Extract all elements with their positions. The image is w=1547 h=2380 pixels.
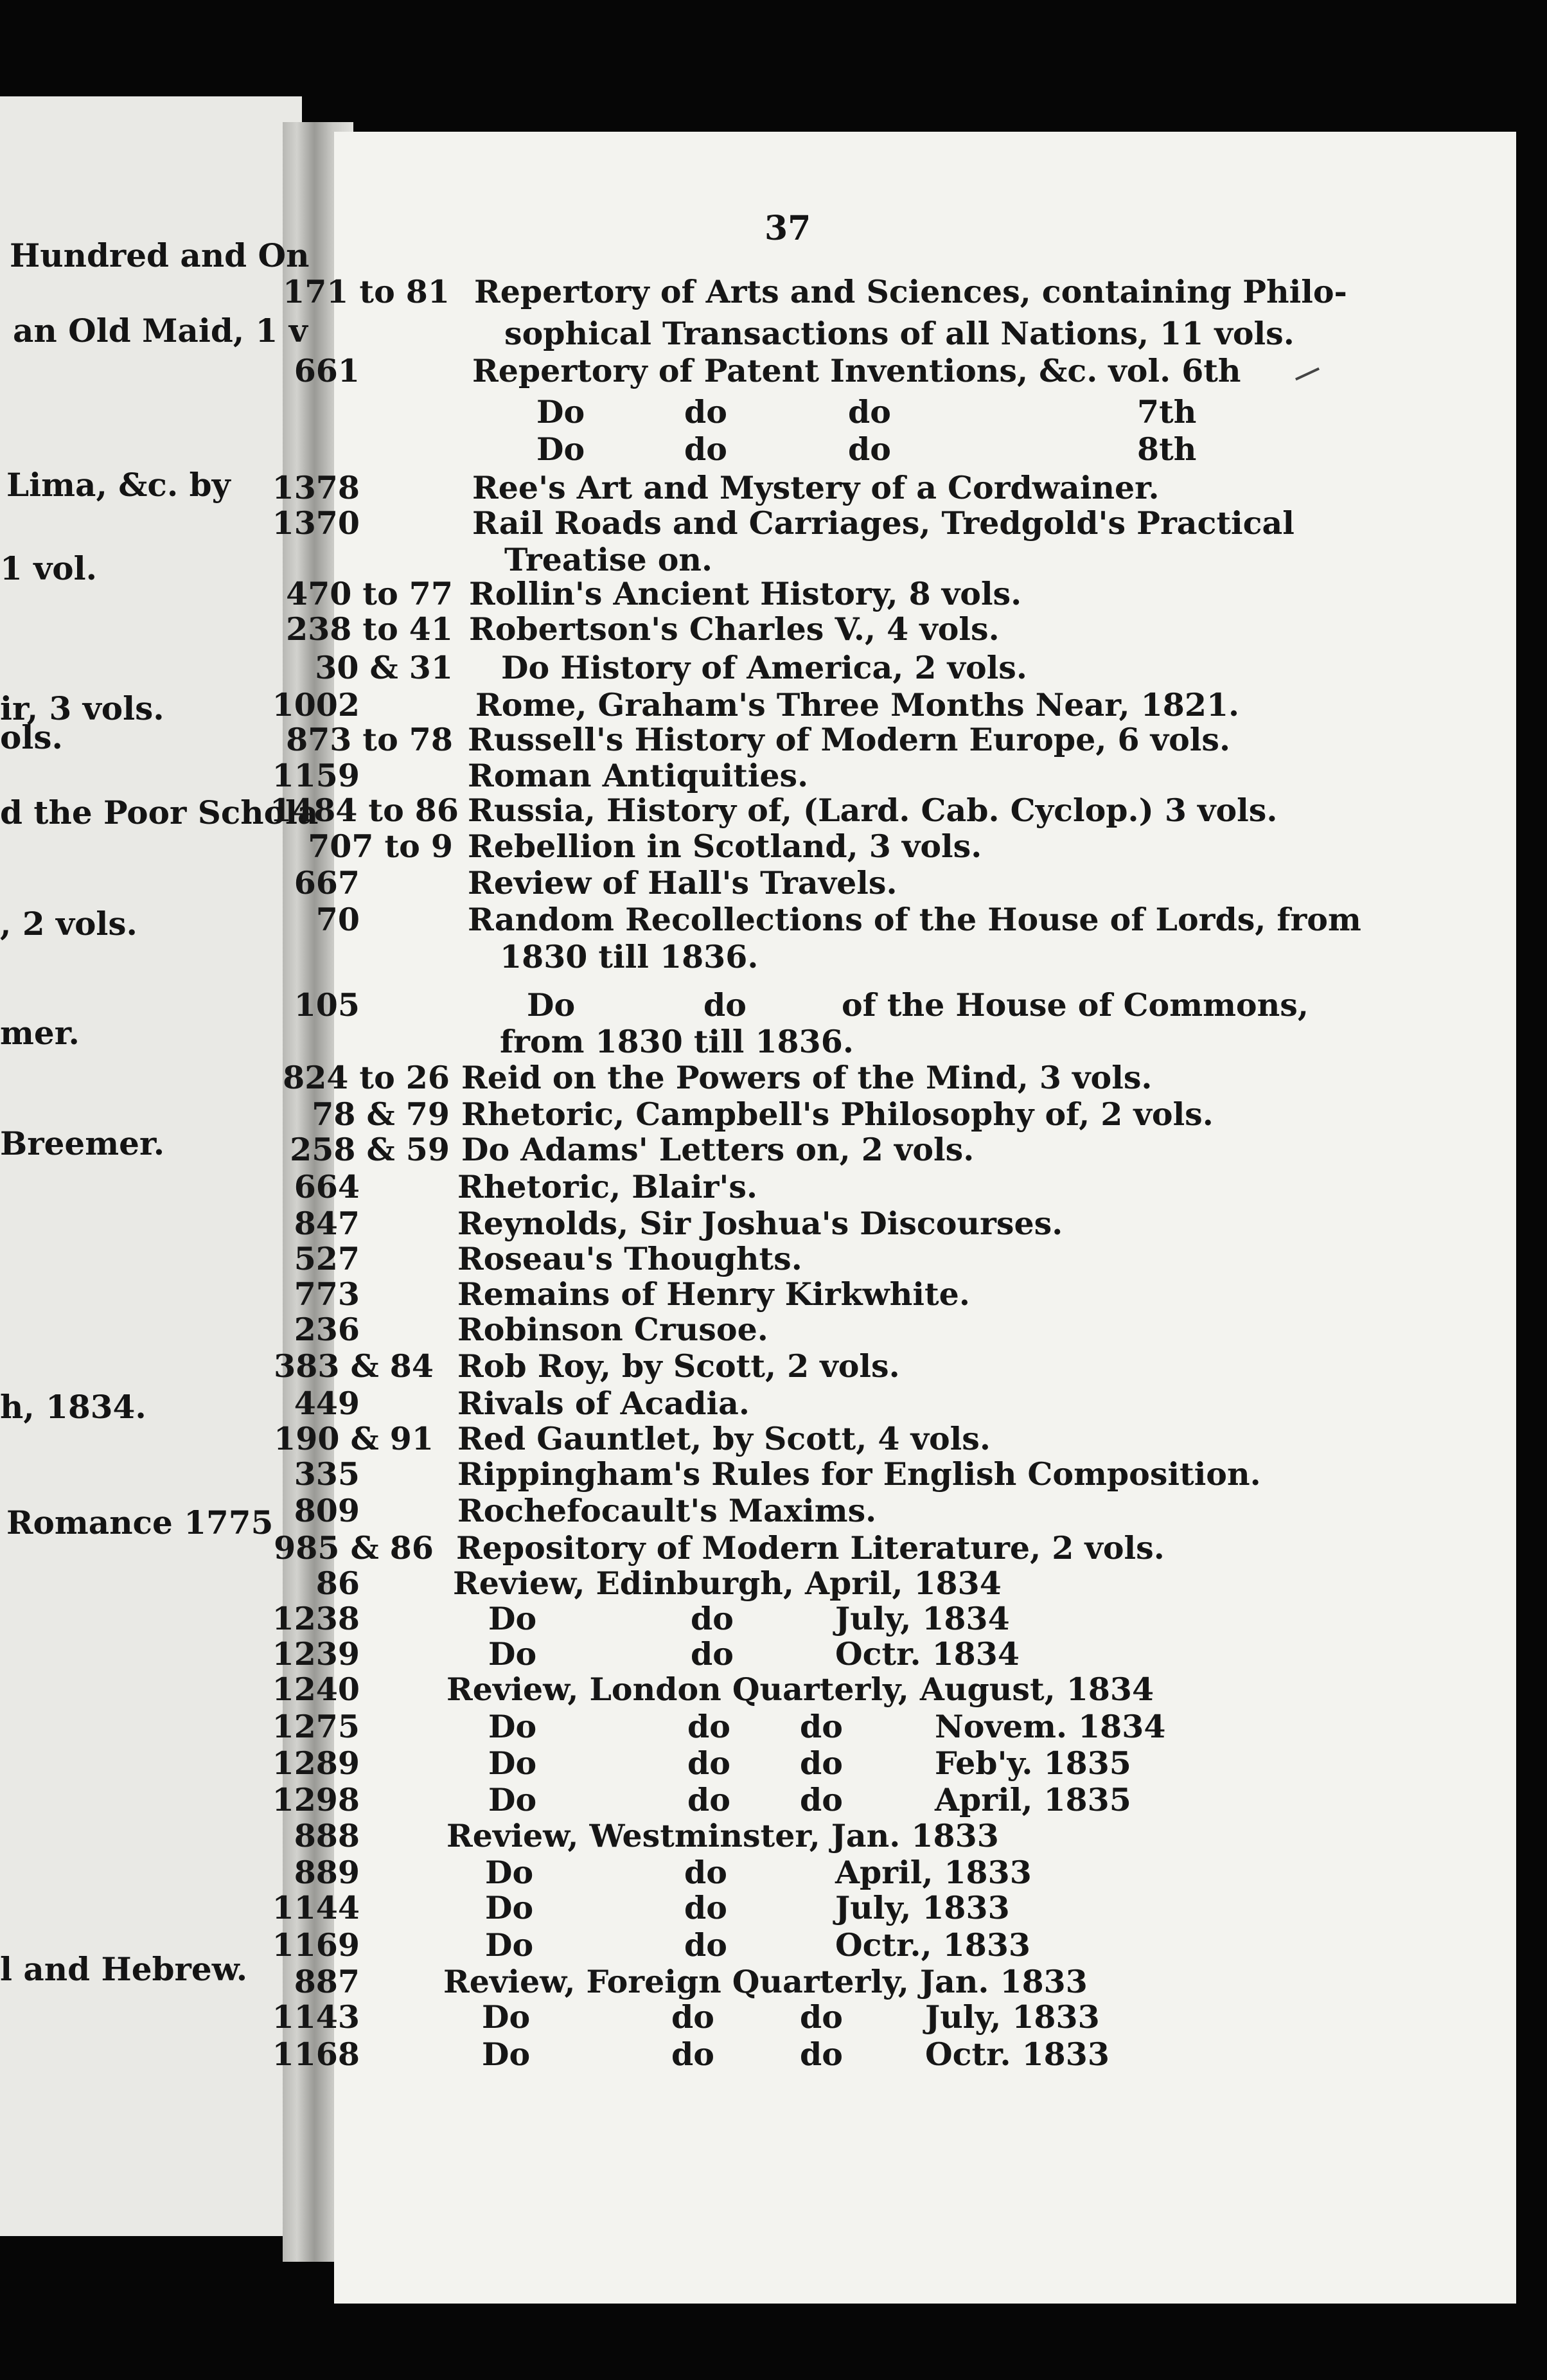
catalog-entry xyxy=(0,1671,1547,1708)
entry-ditto-column: do xyxy=(800,1998,843,2036)
entry-number: 1002 xyxy=(272,686,360,724)
catalog-entry xyxy=(0,757,1547,794)
entry-number: 1484 to 86 xyxy=(270,792,459,829)
left-page-fragment: an Old Maid, 1 v xyxy=(13,312,308,350)
entry-number: 258 & 59 xyxy=(290,1131,450,1168)
entry-number: 1370 xyxy=(272,504,360,542)
entry-title: Roseau's Thoughts. xyxy=(457,1240,802,1277)
entry-ditto-column: 7th xyxy=(1137,393,1197,431)
catalog-entry xyxy=(0,273,1547,310)
entry-ditto-column: Do xyxy=(482,1998,531,2036)
entry-number: 335 xyxy=(294,1455,360,1493)
catalog-entry xyxy=(0,2036,1547,2073)
entry-number: 449 xyxy=(294,1385,360,1422)
catalog-entry xyxy=(0,1240,1547,1277)
entry-ditto-column: do xyxy=(684,1889,727,1926)
entry-ditto-column: Do xyxy=(485,1889,534,1926)
catalog-entry xyxy=(0,1854,1547,1891)
catalog-entry xyxy=(0,1275,1547,1313)
catalog-entry xyxy=(0,575,1547,612)
entry-ditto-column: Do xyxy=(488,1600,537,1637)
entry-ditto-column: do xyxy=(684,1926,727,1964)
entry-title: Treatise on. xyxy=(504,541,713,578)
left-page-fragment: d the Poor Schola xyxy=(0,794,319,831)
catalog-entry xyxy=(0,1708,1547,1745)
entry-number: 847 xyxy=(294,1205,360,1242)
entry-ditto-column: 8th xyxy=(1137,431,1197,468)
entry-ditto-column: do xyxy=(800,1781,843,1818)
entry-number: 1143 xyxy=(272,1998,360,2036)
entry-ditto-column: July, 1833 xyxy=(835,1889,1010,1926)
entry-title: Review, London Quarterly, August, 1834 xyxy=(446,1671,1154,1708)
catalog-entry xyxy=(0,1311,1547,1348)
entry-number: 1275 xyxy=(272,1708,360,1745)
entry-ditto-column: do xyxy=(848,393,891,431)
catalog-entry xyxy=(0,1096,1547,1133)
entry-ditto-column: do xyxy=(684,1854,727,1891)
catalog-entry xyxy=(0,649,1547,686)
entry-title: Repository of Modern Literature, 2 vols. xyxy=(456,1529,1165,1567)
entry-number: 70 xyxy=(315,901,360,938)
entry-number: 707 to 9 xyxy=(308,828,453,865)
entry-title: Rail Roads and Carriages, Tredgold's Practical xyxy=(472,504,1295,542)
entry-number: 190 & 91 xyxy=(274,1420,434,1457)
entry-ditto-column: do xyxy=(703,986,747,1024)
entry-title: Ree's Art and Mystery of a Cordwainer. xyxy=(472,469,1160,506)
entry-title: Remains of Henry Kirkwhite. xyxy=(457,1275,970,1313)
entry-title: Repertory of Arts and Sciences, containing Philo- xyxy=(474,273,1347,310)
entry-ditto-column: do xyxy=(687,1781,730,1818)
entry-ditto-column: do xyxy=(687,1708,730,1745)
entry-ditto-column: Do xyxy=(488,1635,537,1673)
entry-number: 809 xyxy=(294,1492,360,1529)
entry-number: 78 & 79 xyxy=(312,1096,450,1133)
catalog-entry xyxy=(0,1817,1547,1854)
catalog-entry xyxy=(0,1781,1547,1818)
entry-title: Russia, History of, (Lard. Cab. Cyclop.) 3 vols. xyxy=(468,792,1278,829)
entry-title: Rebellion in Scotland, 3 vols. xyxy=(468,828,982,865)
entry-ditto-column: Octr. 1833 xyxy=(925,2036,1109,2073)
catalog-entry xyxy=(0,469,1547,506)
entry-ditto-column: of the House of Commons, xyxy=(842,986,1309,1024)
catalog-entry xyxy=(0,1420,1547,1457)
catalog-entry xyxy=(0,315,1547,352)
entry-ditto-column: do xyxy=(691,1635,734,1673)
entry-ditto-column: July, 1833 xyxy=(925,1998,1100,2036)
entry-title: Do History of America, 2 vols. xyxy=(501,649,1027,686)
entry-ditto-column: Novem. 1834 xyxy=(935,1708,1166,1745)
catalog-entry xyxy=(0,610,1547,648)
entry-ditto-column: do xyxy=(848,431,891,468)
catalog-entry xyxy=(0,901,1547,938)
entry-ditto-column: Do xyxy=(536,431,585,468)
entry-number: 888 xyxy=(294,1817,360,1854)
entry-ditto-column: Do xyxy=(488,1781,537,1818)
catalog-entry xyxy=(0,1889,1547,1926)
entry-number: 889 xyxy=(294,1854,360,1891)
catalog-entry xyxy=(0,1963,1547,2000)
entry-number: 527 xyxy=(294,1240,360,1277)
entry-title: Rochefocault's Maxims. xyxy=(457,1492,877,1529)
catalog-entry xyxy=(0,1023,1547,1060)
catalog-entry xyxy=(0,504,1547,542)
entry-title: Review, Edinburgh, April, 1834 xyxy=(453,1565,1002,1602)
entry-number: 105 xyxy=(294,986,360,1024)
entry-number: 1240 xyxy=(272,1671,360,1708)
entry-number: 383 & 84 xyxy=(274,1347,434,1385)
entry-title: Random Recollections of the House of Lords, from xyxy=(468,901,1361,938)
catalog-entry xyxy=(0,1385,1547,1422)
entry-ditto-column: do xyxy=(684,431,727,468)
catalog-entry xyxy=(0,1600,1547,1637)
left-page-fragment: h, 1834. xyxy=(0,1388,146,1426)
entry-title: Red Gauntlet, by Scott, 4 vols. xyxy=(457,1420,991,1457)
catalog-entry xyxy=(0,393,1547,431)
entry-number: 1238 xyxy=(272,1600,360,1637)
entry-title: Robinson Crusoe. xyxy=(457,1311,768,1348)
entry-number: 86 xyxy=(315,1565,360,1602)
entry-title: Repertory of Patent Inventions, &c. vol. 6th xyxy=(472,352,1241,389)
entry-ditto-column: Do xyxy=(485,1854,534,1891)
entry-title: sophical Transactions of all Nations, 11 vols. xyxy=(504,315,1295,352)
catalog-entry xyxy=(0,986,1547,1024)
catalog-entry xyxy=(0,1205,1547,1242)
catalog-entry xyxy=(0,828,1547,865)
entry-number: 873 to 78 xyxy=(286,721,453,758)
entry-title: Roman Antiquities. xyxy=(468,757,809,794)
entry-ditto-column: Do xyxy=(536,393,585,431)
catalog-entry xyxy=(0,1347,1547,1385)
entry-ditto-column: Do xyxy=(488,1708,537,1745)
left-page-fragment: ir, 3 vols. xyxy=(0,689,164,727)
entry-number: 773 xyxy=(294,1275,360,1313)
entry-number: 1168 xyxy=(272,2036,360,2073)
page-number: 37 xyxy=(765,209,811,248)
entry-number: 824 to 26 xyxy=(283,1059,450,1096)
entry-title: Rivals of Acadia. xyxy=(457,1385,750,1422)
entry-ditto-column: Octr., 1833 xyxy=(835,1926,1031,1964)
catalog-entry xyxy=(0,1059,1547,1096)
entry-number: 1144 xyxy=(272,1889,360,1926)
left-page-fragment: , 2 vols. xyxy=(0,905,137,943)
entry-ditto-column: do xyxy=(671,1998,714,2036)
entry-title: Do Adams' Letters on, 2 vols. xyxy=(461,1131,975,1168)
catalog-entry xyxy=(0,1635,1547,1673)
entry-ditto-column: do xyxy=(687,1745,730,1782)
entry-title: Review, Foreign Quarterly, Jan. 1833 xyxy=(443,1963,1088,2000)
entry-ditto-column: do xyxy=(671,2036,714,2073)
left-page-fragment: ols. xyxy=(0,718,63,756)
catalog-entry xyxy=(0,1492,1547,1529)
catalog-entry xyxy=(0,1998,1547,2036)
entry-title: Reid on the Powers of the Mind, 3 vols. xyxy=(461,1059,1153,1096)
entry-title: Rome, Graham's Three Months Near, 1821. xyxy=(475,686,1240,724)
catalog-entry xyxy=(0,1131,1547,1168)
entry-number: 1159 xyxy=(272,757,360,794)
entry-ditto-column: April, 1835 xyxy=(935,1781,1131,1818)
entry-number: 887 xyxy=(294,1963,360,2000)
entry-number: 1289 xyxy=(272,1745,360,1782)
entry-title: Rhetoric, Campbell's Philosophy of, 2 vols. xyxy=(461,1096,1214,1133)
left-page-fragment: 1 vol. xyxy=(0,549,98,587)
entry-title: from 1830 till 1836. xyxy=(500,1023,854,1060)
entry-number: 30 & 31 xyxy=(315,649,453,686)
catalog-entry xyxy=(0,938,1547,975)
entry-ditto-column: do xyxy=(684,393,727,431)
entry-title: Review, Westminster, Jan. 1833 xyxy=(446,1817,999,1854)
left-page-fragment: Romance 1775 xyxy=(6,1504,274,1541)
entry-ditto-column: do xyxy=(800,1708,843,1745)
catalog-entry xyxy=(0,1926,1547,1964)
left-page-fragment: Lima, &c. by xyxy=(6,466,231,504)
entry-number: 238 to 41 xyxy=(286,610,453,648)
entry-ditto-column: do xyxy=(691,1600,734,1637)
entry-title: Robertson's Charles V., 4 vols. xyxy=(469,610,1000,648)
catalog-entry xyxy=(0,1529,1547,1567)
entry-number: 985 & 86 xyxy=(274,1529,434,1567)
entry-number: 1239 xyxy=(272,1635,360,1673)
left-page-fragment: l and Hebrew. xyxy=(0,1950,248,1988)
entry-ditto-column: Do xyxy=(488,1745,537,1782)
left-page-fragment: mer. xyxy=(0,1014,80,1052)
entry-title: Rhetoric, Blair's. xyxy=(457,1168,758,1205)
catalog-entry xyxy=(0,1745,1547,1782)
entry-title: Rippingham's Rules for English Composition. xyxy=(457,1455,1261,1493)
entry-number: 1378 xyxy=(272,469,360,506)
entry-ditto-column: July, 1834 xyxy=(835,1600,1010,1637)
entry-title: Reynolds, Sir Joshua's Discourses. xyxy=(457,1205,1063,1242)
entry-ditto-column: April, 1833 xyxy=(835,1854,1032,1891)
catalog-entry xyxy=(0,792,1547,829)
entry-ditto-column: Do xyxy=(527,986,576,1024)
entry-title: Russell's History of Modern Europe, 6 vols. xyxy=(468,721,1231,758)
entry-number: 236 xyxy=(294,1311,360,1348)
entry-title: Rollin's Ancient History, 8 vols. xyxy=(469,575,1022,612)
entry-number: 1169 xyxy=(272,1926,360,1964)
entry-ditto-column: Do xyxy=(485,1926,534,1964)
entry-title: 1830 till 1836. xyxy=(500,938,759,975)
catalog-entry xyxy=(0,431,1547,468)
entry-title: Review of Hall's Travels. xyxy=(468,864,897,901)
entry-ditto-column: do xyxy=(800,2036,843,2073)
left-page-fragment: Breemer. xyxy=(0,1124,165,1162)
catalog-entry xyxy=(0,352,1547,389)
catalog-entry xyxy=(0,1455,1547,1493)
catalog-entry xyxy=(0,864,1547,901)
entry-ditto-column: Feb'y. 1835 xyxy=(935,1745,1131,1782)
entry-title: Rob Roy, by Scott, 2 vols. xyxy=(457,1347,900,1385)
catalog-entry xyxy=(0,1565,1547,1602)
entry-ditto-column: do xyxy=(800,1745,843,1782)
entry-number: 171 to 81 xyxy=(283,273,450,310)
entry-ditto-column: Do xyxy=(482,2036,531,2073)
catalog-entry xyxy=(0,1168,1547,1205)
catalog-entry xyxy=(0,686,1547,724)
left-page-fragment: Hundred and On xyxy=(10,236,310,274)
entry-number: 661 xyxy=(294,352,360,389)
entry-ditto-column: Octr. 1834 xyxy=(835,1635,1020,1673)
entry-number: 1298 xyxy=(272,1781,360,1818)
catalog-entry xyxy=(0,541,1547,578)
entry-number: 667 xyxy=(294,864,360,901)
entry-number: 664 xyxy=(294,1168,360,1205)
catalog-entry xyxy=(0,721,1547,758)
entry-number: 470 to 77 xyxy=(286,575,453,612)
